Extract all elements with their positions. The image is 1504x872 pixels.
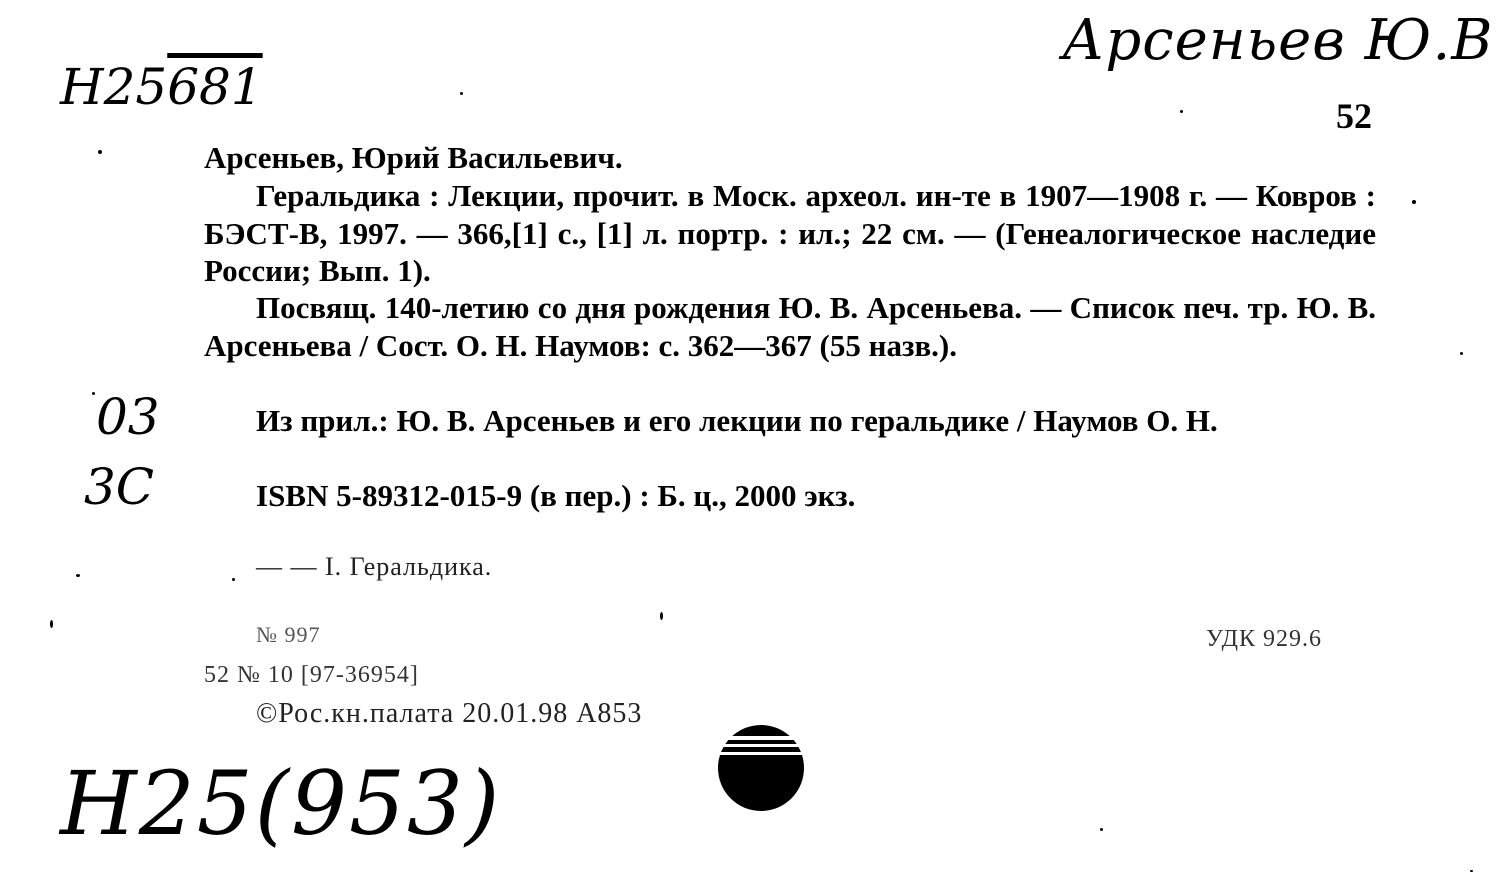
isbn-line	[204, 477, 1376, 515]
scan-speck	[50, 620, 53, 628]
udk-code: УДК 929.6	[1206, 626, 1322, 652]
handwritten-margin-3c: 3С	[84, 458, 155, 516]
ink-seal-icon	[716, 722, 806, 812]
shelf-mark-prefix: Н25	[60, 58, 168, 116]
scan-speck	[92, 392, 95, 395]
accession-number: № 997	[256, 622, 321, 647]
scan-speck	[98, 150, 102, 154]
shelf-mark-number: 681	[167, 58, 263, 116]
registration-number: 52 № 10 [97-36954]	[204, 662, 419, 688]
scan-speck	[232, 578, 235, 581]
author-heading: Арсеньев, Юрий Васильевич.	[204, 140, 623, 175]
handwritten-shelf-mark	[60, 58, 263, 116]
scan-speck	[1460, 352, 1463, 355]
handwritten-author-note: Арсеньев Ю.В	[1062, 8, 1494, 73]
title-line: Геральдика : Лекции, прочит. в Моск. археол. ин-те в 1907—1908 г. — Ковров : БЭСТ-В, 1997. — 366,[1] с., [1] л. портр. : ил.; 22 см. — (Генеалогическое наследие России; Вып. 1).	[204, 178, 1376, 288]
dedication-text: Посвящ. 140-летию со дня рождения Ю. В. Арсеньева. — Список печ. тр. Ю. В. Арсеньева / Сост. О. Н. Наумов: с. 362—367 (55 назв.).	[204, 290, 1376, 363]
scan-speck	[1180, 110, 1183, 113]
copyright-line: ©Рос.кн.палата 20.01.98 А853	[256, 698, 643, 729]
scan-speck	[76, 574, 80, 577]
scan-speck	[1412, 200, 1416, 204]
dedication-note	[204, 289, 1376, 364]
appendix-text: Из прил.: Ю. В. Арсеньев и его лекции по геральдике / Наумов О. Н.	[256, 403, 1218, 438]
card-number: 52	[1336, 96, 1372, 136]
scan-speck	[1100, 828, 1103, 831]
appendix-note	[204, 402, 1376, 440]
handwritten-margin-03: 03	[96, 388, 160, 446]
scan-speck	[660, 612, 663, 620]
isbn-text: ISBN 5-89312-015-9 (в пер.) : Б. ц., 2000 экз.	[256, 478, 856, 513]
handwritten-call-number: Н25(953)	[60, 752, 502, 855]
scan-speck	[460, 92, 463, 95]
title-description	[204, 177, 1376, 290]
subject-heading: — — I. Геральдика.	[256, 552, 493, 581]
